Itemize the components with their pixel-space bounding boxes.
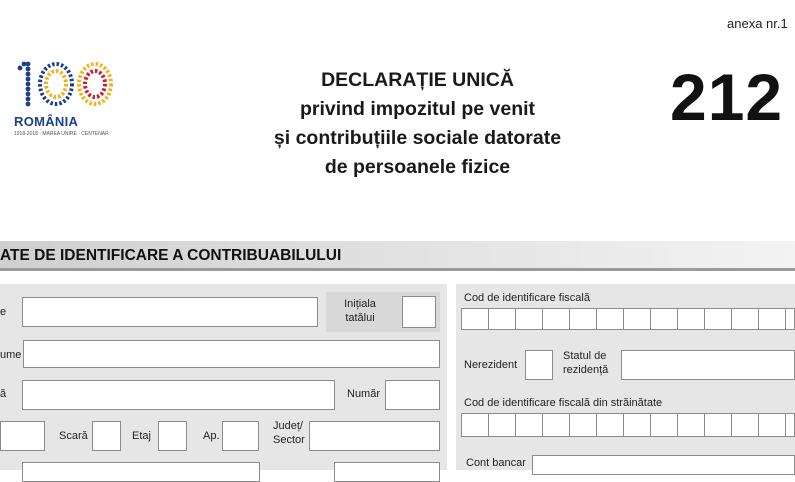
nerezident-label: Nerezident (464, 359, 518, 371)
title-line-1: DECLARAȚIE UNICĂ (321, 69, 514, 91)
section-header (0, 241, 795, 271)
cont-bancar-input[interactable] (532, 455, 795, 475)
title-line-4: de persoanele fizice (324, 156, 511, 178)
statul-label-1: Statul de (563, 350, 607, 362)
identification-panel-left (0, 284, 447, 470)
section-title: ATE DE IDENTIFICARE A CONTRIBUABILULUI (0, 247, 342, 264)
localitate-input[interactable] (22, 462, 260, 482)
form-title (230, 66, 605, 182)
title-line-3: și contribuțiile sociale datorate (273, 127, 562, 149)
identification-panel-right (456, 284, 795, 470)
initiala-tatalui-input[interactable] (402, 296, 436, 328)
prenume-label: ume (0, 349, 22, 361)
scara-label: Scară (59, 430, 88, 442)
cif-label: Cod de identificare fiscală (464, 292, 590, 304)
statul-rezidenta-input[interactable] (621, 350, 795, 380)
cont-bancar-label: Cont bancar (466, 457, 526, 469)
strada-label: ă (0, 388, 7, 400)
initiala-label-1: Inițiala (344, 298, 376, 310)
logo-subtext: 1918-2018 · MAREA UNIRE · CENTENAR (14, 131, 109, 137)
numar-label: Număr (347, 388, 381, 400)
ap-input[interactable] (222, 421, 259, 451)
cif-strainatate-label: Cod de identificare fiscală din străinătate (464, 397, 663, 409)
title-line-2: privind impozitul pe venit (299, 98, 536, 120)
nerezident-checkbox[interactable] (525, 350, 553, 380)
name-label: e (0, 306, 7, 318)
judet-sector-input[interactable] (309, 421, 440, 451)
statul-label-2: rezidență (563, 364, 609, 376)
judet-label-2: Sector (273, 434, 305, 446)
cod-postal-input[interactable] (334, 462, 440, 482)
ap-label: Ap. (203, 430, 220, 442)
name-input[interactable] (22, 297, 318, 327)
initiala-box (326, 292, 440, 332)
logo-text: ROMÂNIA (14, 114, 79, 129)
cif-input[interactable] (461, 308, 795, 330)
etaj-input[interactable] (158, 421, 187, 451)
strada-input[interactable] (22, 380, 335, 410)
judet-label-1: Județ/ (273, 420, 303, 432)
initiala-label-2: tatălui (345, 312, 375, 324)
centenary-100-mark (10, 58, 120, 114)
prenume-input[interactable] (23, 340, 440, 368)
etaj-label: Etaj (132, 430, 151, 442)
scara-input[interactable] (92, 421, 121, 451)
numar-input[interactable] (385, 380, 440, 410)
bloc-input[interactable] (0, 421, 45, 451)
cif-strainatate-input[interactable] (461, 413, 795, 437)
annex-label: anexa nr.1 (727, 16, 788, 31)
romania-100-logo (10, 58, 120, 146)
form-number: 212 (670, 60, 784, 134)
